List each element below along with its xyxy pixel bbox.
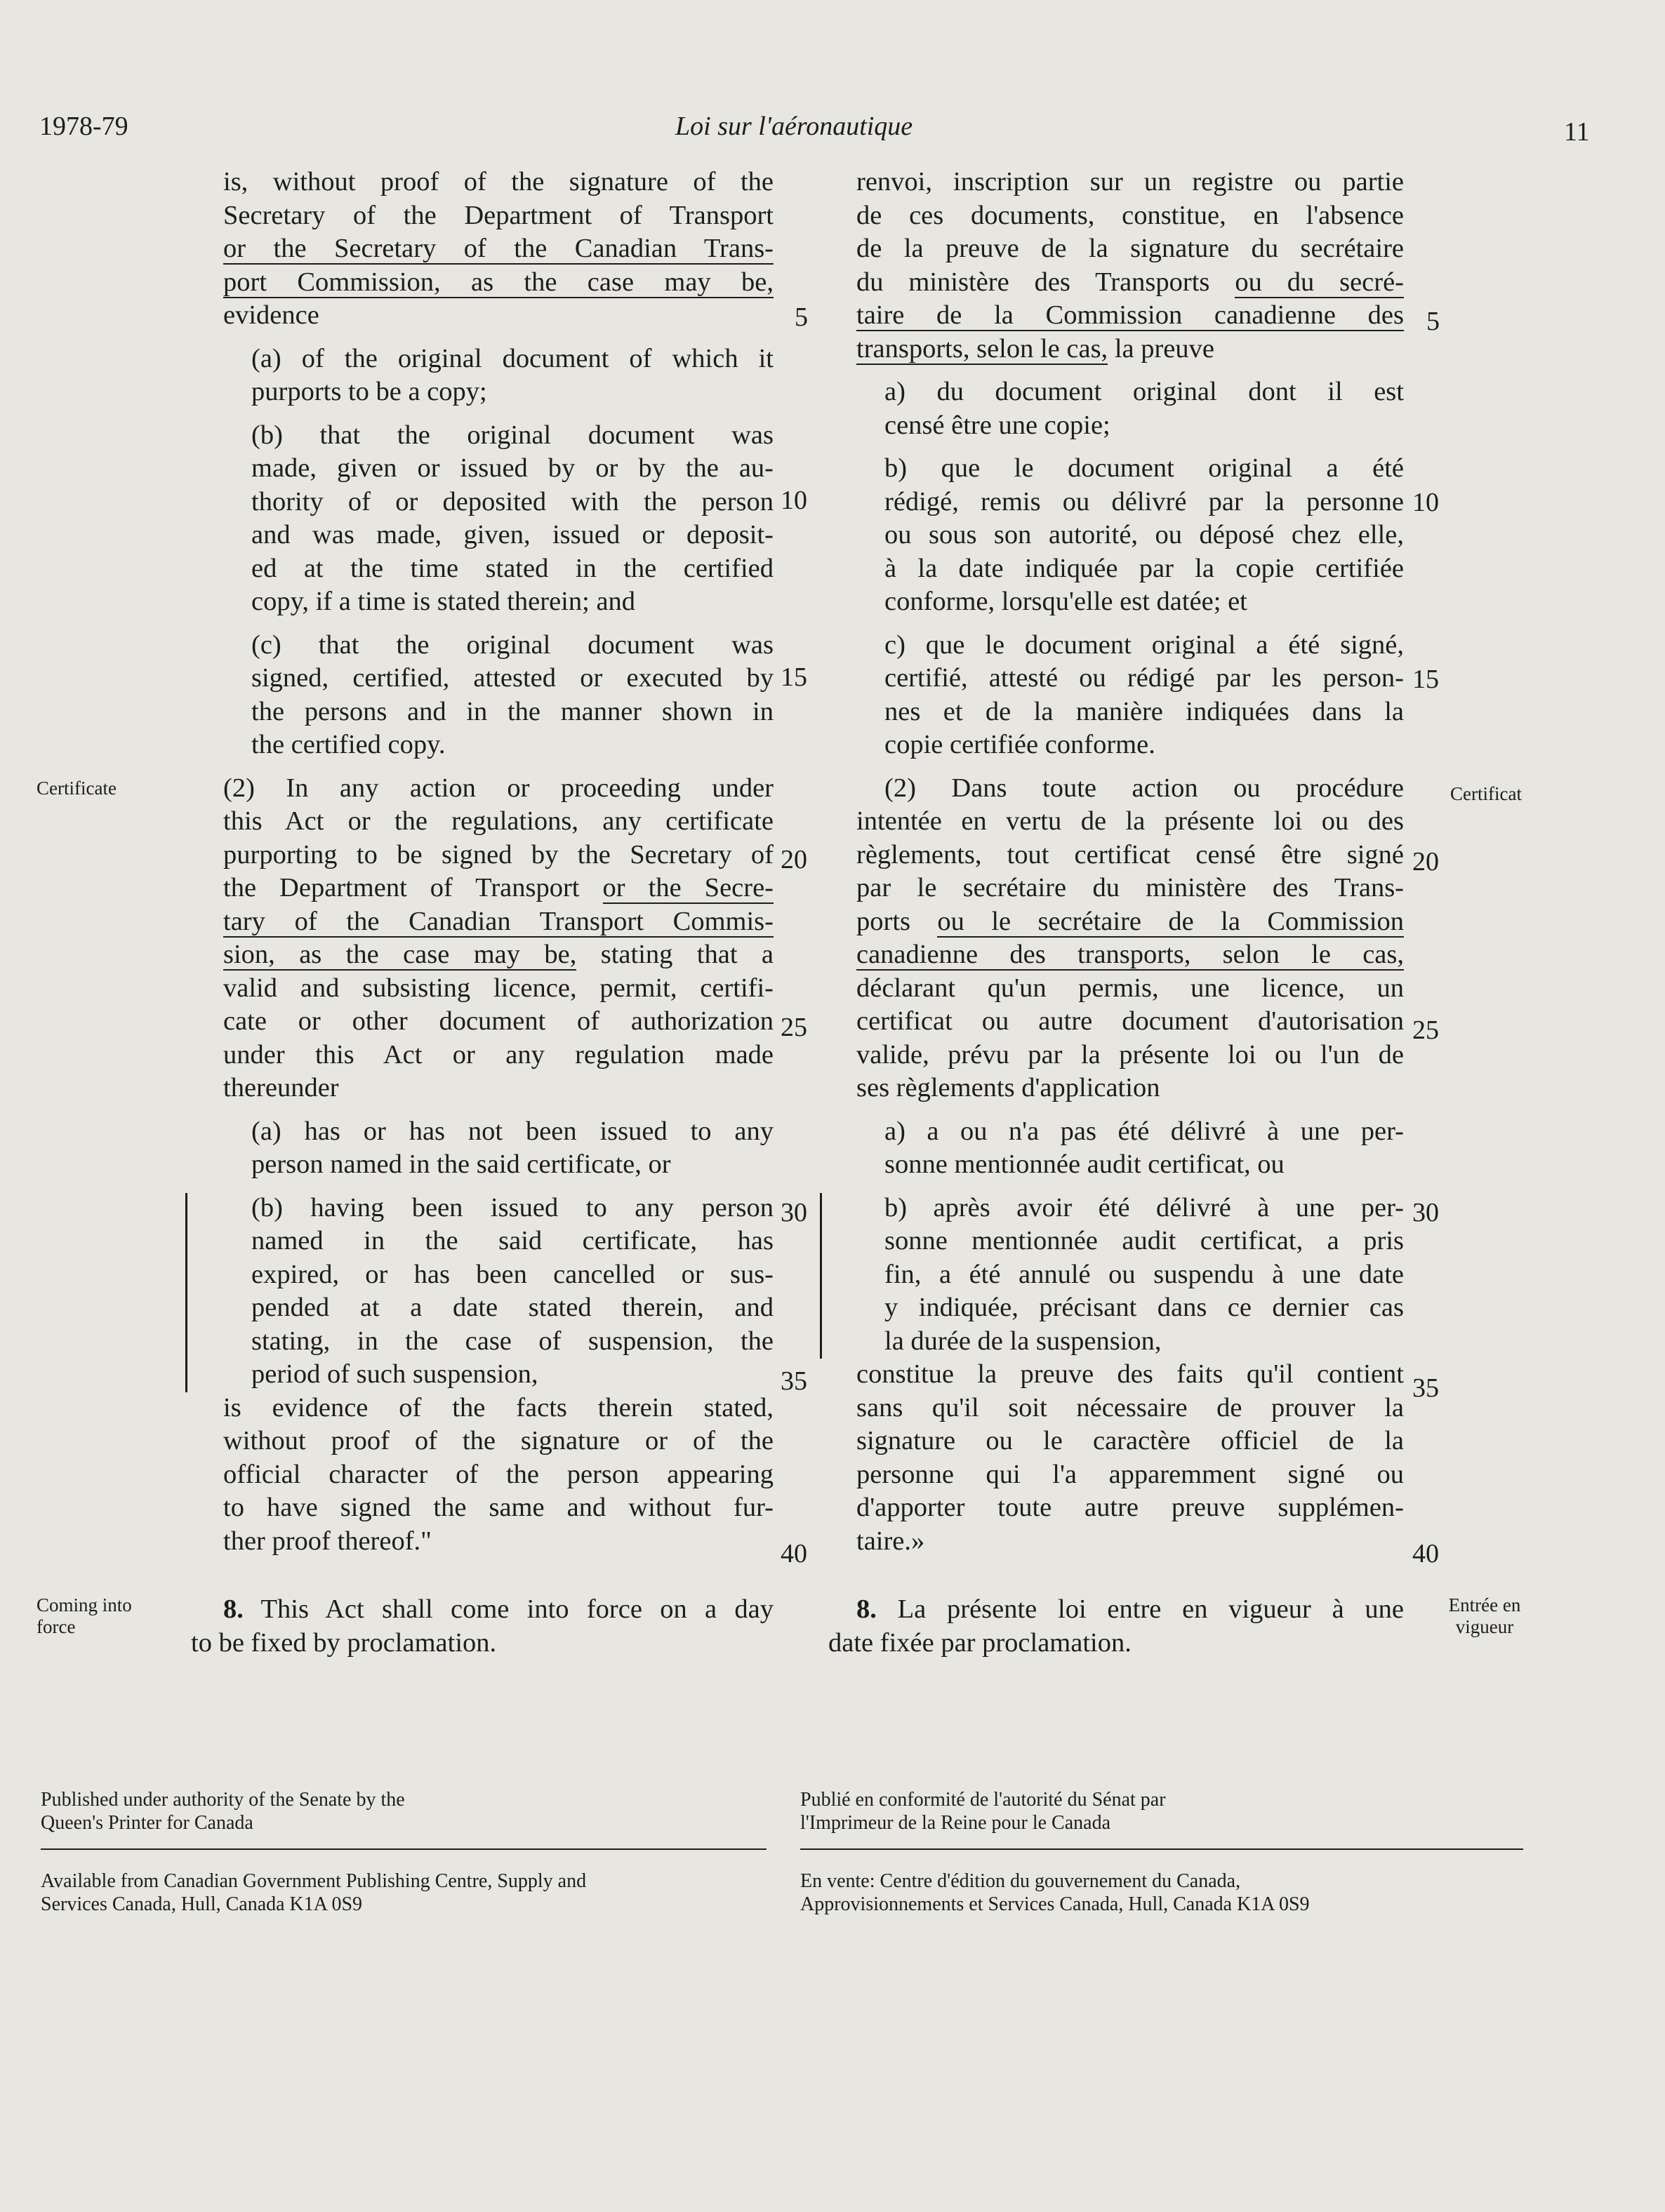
fr-para-a: a) du document original dont il est censé être une copie; [884,377,1404,440]
en-subsection-2: (2) In any action or proceeding under this Act or the regulations, any certificate purporting to be signed by the Secretary of the Department of Transport or the Secre- tary of the Canadian Transport Commis- sion, as the case may be, stating that a valid and subsisting licence, permit, certifi- cate or other document of authorization under this Act or any regulation made thereunder [223,773,774,1102]
en-tail: is evidence of the facts therein stated, without proof of the signature or of the official character of the person appearing to have signed the same and without fur- ther proof thereof." [223,1392,774,1556]
line-number-35-en: 35 [781,1366,807,1396]
line-number-10-fr: 10 [1412,488,1439,517]
en-intro: is, without proof of the signature of the Secretary of the Department of Transport or the Secretary of the Canadian Trans- port Commission, as the case may be, evidence [223,167,774,330]
french-column [856,166,1404,1558]
en-subsection-2-b: (b) having been issued to any person named in the said certificate, has expired, or has been cancelled or sus- pended at a date stated therein, and stating, in the case of suspension, the period of such suspension, [251,1192,774,1389]
line-number-30-en: 30 [781,1198,807,1227]
en-para-b: (b) that the original document was made, given or issued by or by the au- thority of or deposited with the person and was made, given, issued or deposit- ed at the time stated in the certified copy, if a time is stated therein; and [251,420,774,616]
margin-note-entree-en-vigueur: Entrée en vigueur [1448,1594,1521,1637]
en-section-8: 8. This Act shall come into force on a day to be fixed by proclamation. [191,1594,774,1658]
line-number-10-en: 10 [781,486,807,515]
header-running-title: Loi sur l'aéronautique [675,112,913,141]
margin-note-certificate: Certificate [37,778,117,799]
line-number-20-fr: 20 [1412,847,1439,877]
fr-section-8: 8. La présente loi entre en vigueur à une date fixée par proclamation. [828,1594,1404,1658]
line-number-35-fr: 35 [1412,1373,1439,1403]
change-bar-right [820,1193,822,1359]
line-number-20-en: 20 [781,845,807,874]
footer-fr-published: Publié en conformité de l'autorité du Sénat par l'Imprimeur de la Reine pour le Canada [800,1789,1166,1834]
fr-subsection-2: (2) Dans toute action ou procédure intentée en vertu de la présente loi ou des règlements, tout certificat censé être signé par le secrétaire du ministère des Trans- ports ou le secrétaire de la Commission canadienne des transports, selon le cas, déclarant qu'un permis, une licence, un certificat ou autre document d'autorisation valide, prévu par la présente loi ou l'un de ses règlements d'application [856,773,1405,1102]
line-number-25-en: 25 [781,1013,807,1042]
header-page-number: 11 [1564,117,1590,147]
line-number-5-fr: 5 [1426,307,1440,336]
fr-tail: constitue la preuve des faits qu'il contient sans qu'il soit nécessaire de prouver la signature ou le caractère officiel de la personne qui l'a apparemment signé ou d'apporter toute autre preuve supplémen- taire.» [856,1359,1404,1556]
footer-en-published: Published under authority of the Senate by the Queen's Printer for Canada [41,1789,405,1834]
line-number-15-en: 15 [781,662,807,692]
fr-subsection-2-b: b) après avoir été délivré à une per- sonne mentionnée audit certificat, a pris fin, a été annulé ou suspendu à une date y indiquée, précisant dans ce dernier cas la durée de la suspension, [884,1192,1404,1356]
footer-rule-fr [800,1848,1523,1850]
footer-rule-en [41,1848,767,1850]
en-para-a: (a) of the original document of which it purports to be a copy; [251,343,774,406]
header-year: 1978-79 [39,112,128,141]
en-para-c: (c) that the original document was signed, certified, attested or executed by the persons and in the manner shown in the certified copy. [251,629,774,759]
footer-en-available: Available from Canadian Government Publishing Centre, Supply and Services Canada, Hull, Canada K1A 0S9 [41,1870,587,1915]
margin-note-coming-into-force: Coming into force [37,1594,132,1637]
change-bar-left [185,1193,187,1392]
fr-para-c: c) que le document original a été signé, certifié, attesté ou rédigé par les person- nes et de la manière indiquées dans la copie certifiée conforme. [884,629,1404,759]
english-column [223,166,774,1558]
fr-intro: renvoi, inscription sur un registre ou partie de ces documents, constitue, en l'absence de la preuve de la signature du secrétaire du ministère des Transports ou du secré- taire de la Commission canadienne des transports, selon le cas, la preuve [856,167,1405,364]
margin-note-certificat: Certificat [1450,783,1522,804]
fr-para-b: b) que le document original a été rédigé, remis ou délivré par la personne ou sous son autorité, ou déposé chez elle, à la date indiquée par la copie certifiée conforme, lorsqu'elle est datée; et [884,453,1404,616]
line-number-25-fr: 25 [1412,1015,1439,1045]
line-number-15-fr: 15 [1412,665,1439,694]
line-number-30-fr: 30 [1412,1198,1439,1227]
footer-fr-available: En vente: Centre d'édition du gouvernement du Canada, Approvisionnements et Services Canada, Hull, Canada K1A 0S9 [800,1870,1310,1915]
en-subsection-2-a: (a) has or has not been issued to any person named in the said certificate, or [251,1116,774,1179]
line-number-40-fr: 40 [1412,1539,1439,1568]
line-number-5-en: 5 [795,302,808,332]
line-number-40-en: 40 [781,1539,807,1568]
fr-subsection-2-a: a) a ou n'a pas été délivré à une per- sonne mentionnée audit certificat, ou [884,1116,1404,1179]
